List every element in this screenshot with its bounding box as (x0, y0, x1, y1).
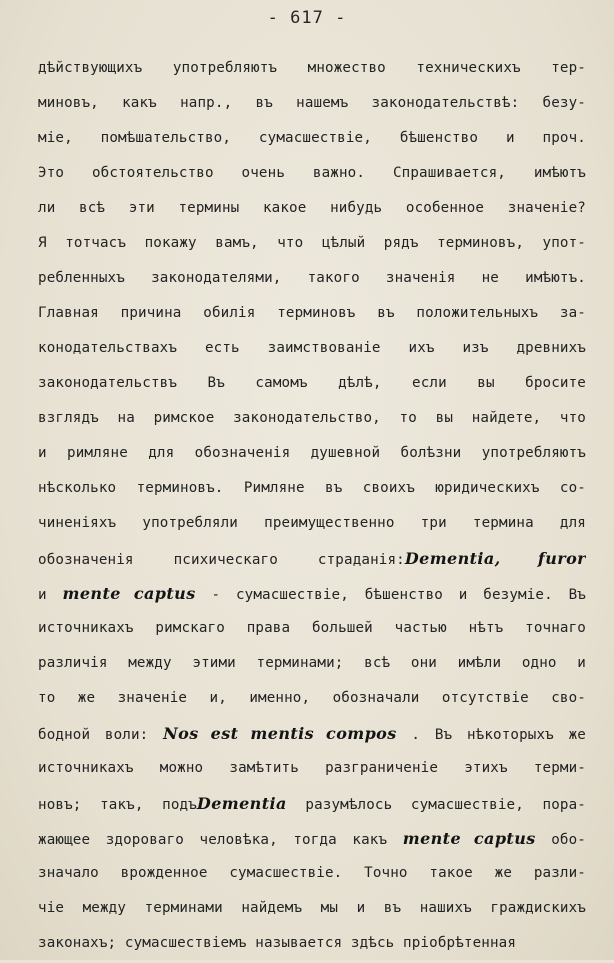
text-line (38, 228, 586, 259)
text-line (38, 753, 586, 784)
typed-text: законодательствъ Въ самомъ дѣлѣ, если вы бросите (38, 375, 586, 391)
text-line (38, 613, 586, 644)
handwritten-latin-term: Nos est mentis compos (163, 724, 397, 743)
text-line (38, 473, 586, 504)
typed-text: - сумасшествіе, бѣшенство и безуміе. Въ (195, 587, 586, 603)
typed-text: Я тотчасъ покажу вамъ, что цѣлый рядъ терминовъ, упот- (38, 235, 586, 251)
typed-text: чиненіяхъ употребляли преимущественно три термина для (38, 515, 586, 531)
text-line (38, 438, 586, 469)
typed-text: законахъ; сумасшествіемъ называется здѣсь пріобрѣтенная (38, 935, 517, 951)
typed-text: конодательствахъ есть заимствованіе ихъ изъ древнихъ (38, 340, 586, 356)
handwritten-latin-term: Dementia, furor (404, 549, 586, 568)
body-text (38, 53, 586, 963)
typed-text: то же значеніе и, именно, обозначали отсутствіе сво- (38, 690, 586, 706)
typed-text: источникахъ можно замѣтить разграниченіе этихъ терми- (38, 760, 586, 776)
text-line (38, 298, 586, 329)
typed-text: жающее здороваго человѣка, тогда какъ (38, 832, 403, 848)
text-line (38, 123, 586, 154)
text-line (38, 683, 586, 714)
text-line (38, 333, 586, 364)
handwritten-latin-term: Dementia (196, 794, 287, 813)
text-line (38, 368, 586, 399)
text-line (38, 263, 586, 294)
text-line (38, 648, 586, 679)
text-line (38, 788, 586, 819)
text-line (38, 578, 586, 609)
typed-text: миновъ, какъ напр., въ нашемъ законодательствѣ: безу- (38, 95, 586, 111)
typed-text: обо- (535, 832, 586, 848)
typed-text: міе, помѣшательство, сумасшествіе, бѣшенство и проч. (38, 130, 586, 146)
handwritten-latin-term: mente captus (62, 584, 196, 603)
typed-text: . Въ нѣкоторыхъ же (396, 727, 586, 743)
typed-text: Главная причина обилія терминовъ въ положительныхъ за- (38, 305, 586, 321)
text-line (38, 158, 586, 189)
text-line (38, 858, 586, 889)
page-number: - 617 - (267, 8, 347, 28)
typed-text: и (38, 587, 63, 603)
typed-text: значало врожденное сумасшествіе. Точно такое же разли- (38, 865, 586, 881)
typed-text: разумѣлось сумасшествіе, пора- (286, 797, 586, 813)
typed-text: Это обстоятельство очень важно. Спрашивается, имѣютъ (38, 165, 586, 181)
text-line (38, 543, 586, 574)
handwritten-latin-term: mente captus (402, 829, 536, 848)
typed-text: новъ; такъ, подъ (38, 797, 197, 813)
typed-text: источникахъ римскаго права большей частью нѣтъ точнаго (38, 620, 586, 636)
text-line (38, 403, 586, 434)
typed-text: взглядъ на римское законодательство, то вы найдете, что (38, 410, 586, 426)
text-line (38, 88, 586, 119)
text-line (38, 508, 586, 539)
text-line (38, 193, 586, 224)
typed-text: различія между этими терминами; всѣ они имѣли одно и (38, 655, 586, 671)
text-line (38, 823, 586, 854)
typed-text: и римляне для обозначенія душевной болѣзни употребляютъ (38, 445, 586, 461)
text-line (38, 53, 586, 84)
typed-text: чіе между терминами найдемъ мы и въ нашихъ граждискихъ (38, 900, 586, 916)
typed-text: ли всѣ эти термины какое нибудь особенное значеніе? (38, 200, 586, 216)
text-line (38, 928, 586, 959)
typed-text: бодной воли: (38, 727, 164, 743)
typed-text: ребленныхъ законодателями, такого значенія не имѣютъ. (38, 270, 586, 286)
typed-text: дѣйствующихъ употребляютъ множество техническихъ тер- (38, 60, 586, 76)
typed-text: обозначенія психическаго страданія: (38, 552, 405, 568)
typed-text: нѣсколько терминовъ. Римляне въ своихъ юридическихъ со- (38, 480, 586, 496)
text-line (38, 718, 586, 749)
text-line (38, 893, 586, 924)
